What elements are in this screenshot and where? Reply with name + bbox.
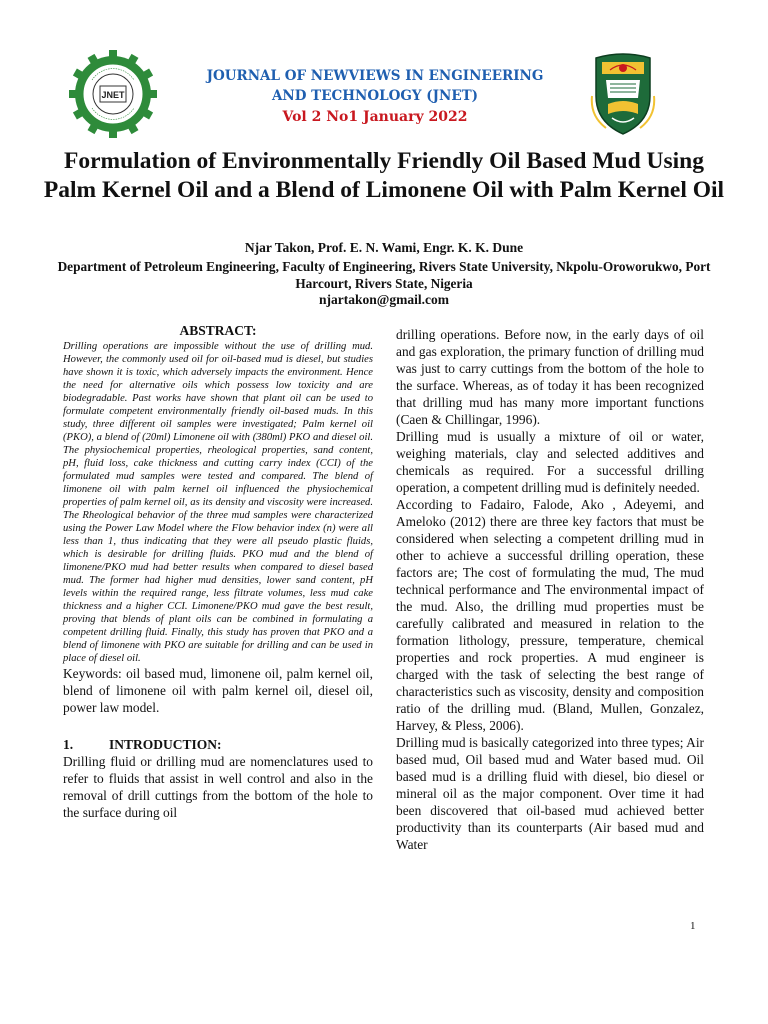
abstract-text: Drilling operations are impossible without the use of drilling mud. However, the commonly used oil for oil-based mud is diesel, but studies have shown it is toxic, which adversely impacts the environment. Hence the need for alternative oils which possess low toxicity and are biodegradable. Past works have shown that plant oil can be used to formulate competent environmentally friendly oil-based muds. In this study, three different oil samples were investigated; Palm kernel oil (PKO), a blend of (20ml) Limonene oil with (380ml) PKO and diesel oil. The physiochemical properties, rheological properties, sand content, pH, fluid loss, cake thickness and cutting carry index (CCI) of the formulated mud samples were tested and compared. The blend of limonene oil with palm kernel oil influenced the physiochemical properties of palm kernel oil, as its density and viscosity were increased. The Rheological behavior of the three mud samples were characterized using the Power Law Model where the Flow behavior index (n) were all less than 1, thus indicating that they were all pseudo plastic fluids, which is desirable for drilling fluids. PKO mud and the blend of limonene/PKO mud had better results when compared to diesel based mud. The former had higher mud densities, lower sand content, pH levels within the required range, less filtrate volumes, less mud cake thickness and a higher CCI. Limonene/PKO mud gave the best result, proving that blends of plant oils can be combined in formulating a competent drilling fluid. Finally, this study has proven that PKO and a blend of limonene with PKO are suitable for drilling and can be used in place of diesel oil. bbox=[63, 341, 373, 664]
body-paragraph-3: According to Fadairo, Falode, Ako , Adeyemi, and Ameloko (2012) there are three key factors that must be considered when selecting a competent drilling mud in other to achieve a successful drilling operation, these factors are; The cost of formulating the mud, The mud technical performance and The environmental impact of the mud. Also, the drilling mud properties must be carefully calibrated and measured in relation to the formation lithology, pressure, temperature, chemical properties and rock properties. A mud engineer is charged with the task of selecting the best range of characteristics such as viscosity, density and composition ratio of the drilling mud. (Bland, Mullen, Gonzalez, Harvey, & Pless, 2006). bbox=[396, 497, 704, 733]
left-column bbox=[63, 322, 373, 821]
journal-name-line2: AND TECHNOLOGY (JNET) bbox=[271, 88, 479, 104]
jnet-logo bbox=[62, 50, 164, 138]
section-title: INTRODUCTION: bbox=[109, 737, 222, 752]
author-affiliation: Department of Petroleum Engineering, Faculty of Engineering, Rivers State University, Nkpolu-Oroworukwo, Port Harcourt, Rivers State, Nigeria bbox=[57, 259, 711, 291]
svg-text:JNET: JNET bbox=[101, 90, 125, 100]
journal-name-line1: JOURNAL OF NEWVIEWS IN ENGINEERING bbox=[206, 68, 544, 84]
abstract-heading: ABSTRACT: bbox=[179, 323, 257, 338]
journal-header bbox=[180, 66, 570, 127]
paper-authors: Njar Takon, Prof. E. N. Wami, Engr. K. K. Dune bbox=[244, 240, 524, 255]
paper-title: Formulation of Environmentally Friendly Oil Based Mud Using Palm Kernel Oil and a Blend of Limonene Oil with Palm Kernel Oil bbox=[43, 148, 725, 203]
introduction-heading bbox=[63, 736, 373, 753]
body-paragraph-2: Drilling mud is usually a mixture of oil or water, weighing materials, clay and selected additives and chemicals as required. For a successful drilling operation, a competent drilling mud is definitely needed. bbox=[396, 429, 704, 495]
body-paragraph-4: Drilling mud is basically categorized into three types; Air based mud, Oil based mud and Water based mud. Oil based mud is a drilling fluid with diesel, bio diesel or mineral oil as the major component. Over time it had been discovered that oil-based mud achieved better productivity than its counterparts (Air based mud and Water bbox=[396, 735, 704, 852]
introduction-paragraph: Drilling fluid or drilling mud are nomenclatures used to refer to fluids that assist in well control and also in the removal of drill cuttings from the bottom of the hole to the surface during oil bbox=[63, 754, 373, 820]
keywords: Keywords: oil based mud, limonene oil, palm kernel oil, blend of limonene oil with palm kernel oil, diesel oil, power law model. bbox=[63, 666, 373, 715]
journal-volume: Vol 2 No1 January 2022 bbox=[282, 109, 468, 125]
university-crest-logo bbox=[588, 52, 658, 136]
page-number: 1 bbox=[690, 920, 696, 932]
right-column bbox=[396, 326, 704, 853]
section-number: 1. bbox=[63, 737, 74, 752]
body-paragraph-1: drilling operations. Before now, in the early days of oil and gas exploration, the primary function of drilling mud was just to carry cuttings from the bottom of the hole to the surface. Whereas, as of today it has been recognized that drilling mud has many more important functions (Caen & Chillingar, 1996). bbox=[396, 327, 704, 427]
author-email: njartakon@gmail.com bbox=[319, 292, 449, 307]
